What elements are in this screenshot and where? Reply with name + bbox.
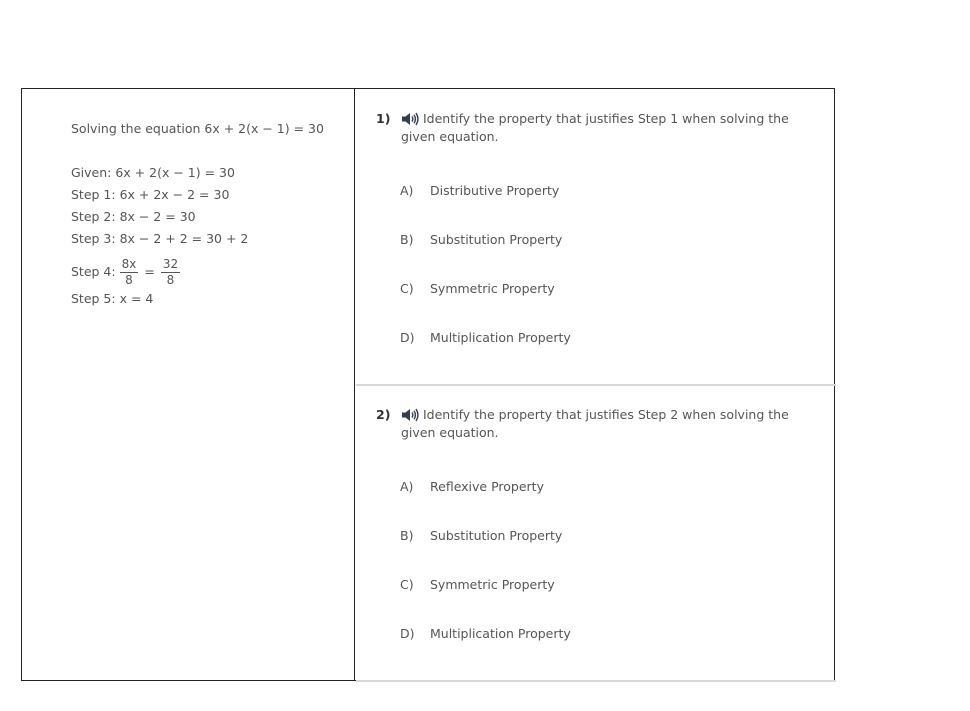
- option-d[interactable]: [400, 330, 571, 379]
- option-label: Symmetric Property: [430, 281, 555, 296]
- option-a[interactable]: [400, 183, 571, 232]
- option-label: Symmetric Property: [430, 577, 555, 592]
- question-number: 2): [376, 407, 391, 422]
- option-letter: C): [400, 577, 414, 592]
- option-d[interactable]: [400, 626, 571, 675]
- option-label: Substitution Property: [430, 232, 563, 247]
- option-label: Substitution Property: [430, 528, 563, 543]
- question-1-header: [376, 110, 826, 146]
- fraction-right-denominator: 8: [166, 272, 175, 287]
- problem-panel: [22, 89, 355, 680]
- question-2: [356, 385, 836, 682]
- question-text: Identify the property that justifies Step 1 when solving the given equation.: [401, 111, 789, 144]
- option-label: Distributive Property: [430, 183, 560, 198]
- fraction-left: [120, 258, 139, 287]
- option-c[interactable]: [400, 577, 571, 626]
- step-3: Step 3: 8x − 2 + 2 = 30 + 2: [71, 231, 249, 246]
- worksheet-frame: [21, 88, 835, 681]
- option-a[interactable]: [400, 479, 571, 528]
- option-label: Multiplication Property: [430, 626, 571, 641]
- fraction-right: [161, 258, 180, 287]
- step-2: Step 2: 8x − 2 = 30: [71, 209, 196, 224]
- step-given: Given: 6x + 2(x − 1) = 30: [71, 165, 235, 180]
- step-5: Step 5: x = 4: [71, 291, 154, 306]
- speaker-icon[interactable]: [401, 408, 419, 422]
- questions-panel: [356, 89, 834, 680]
- step-1: Step 1: 6x + 2x − 2 = 30: [71, 187, 230, 202]
- answer-options: [400, 183, 571, 379]
- question-2-header: [376, 406, 826, 442]
- option-b[interactable]: [400, 232, 571, 281]
- question-text: Identify the property that justifies Step 2 when solving the given equation.: [401, 407, 789, 440]
- question-number: 1): [376, 111, 391, 126]
- step-4: [71, 253, 248, 291]
- option-letter: A): [400, 183, 414, 198]
- option-letter: A): [400, 479, 414, 494]
- fraction-left-numerator: 8x: [121, 256, 137, 271]
- option-letter: C): [400, 281, 414, 296]
- option-letter: D): [400, 626, 415, 641]
- option-letter: B): [400, 232, 414, 247]
- step-4-label: Step 4:: [71, 264, 116, 279]
- option-b[interactable]: [400, 528, 571, 577]
- option-letter: B): [400, 528, 414, 543]
- option-c[interactable]: [400, 281, 571, 330]
- option-label: Multiplication Property: [430, 330, 571, 345]
- option-label: Reflexive Property: [430, 479, 544, 494]
- speaker-icon[interactable]: [401, 112, 419, 126]
- equals-sign: =: [144, 264, 155, 279]
- problem-title: Solving the equation 6x + 2(x − 1) = 30: [71, 121, 324, 136]
- question-1: [356, 89, 836, 386]
- fraction-left-denominator: 8: [125, 272, 133, 287]
- answer-options: [400, 479, 571, 675]
- fraction-right-numerator: 32: [162, 256, 179, 271]
- option-letter: D): [400, 330, 415, 345]
- steps-list: [71, 165, 248, 313]
